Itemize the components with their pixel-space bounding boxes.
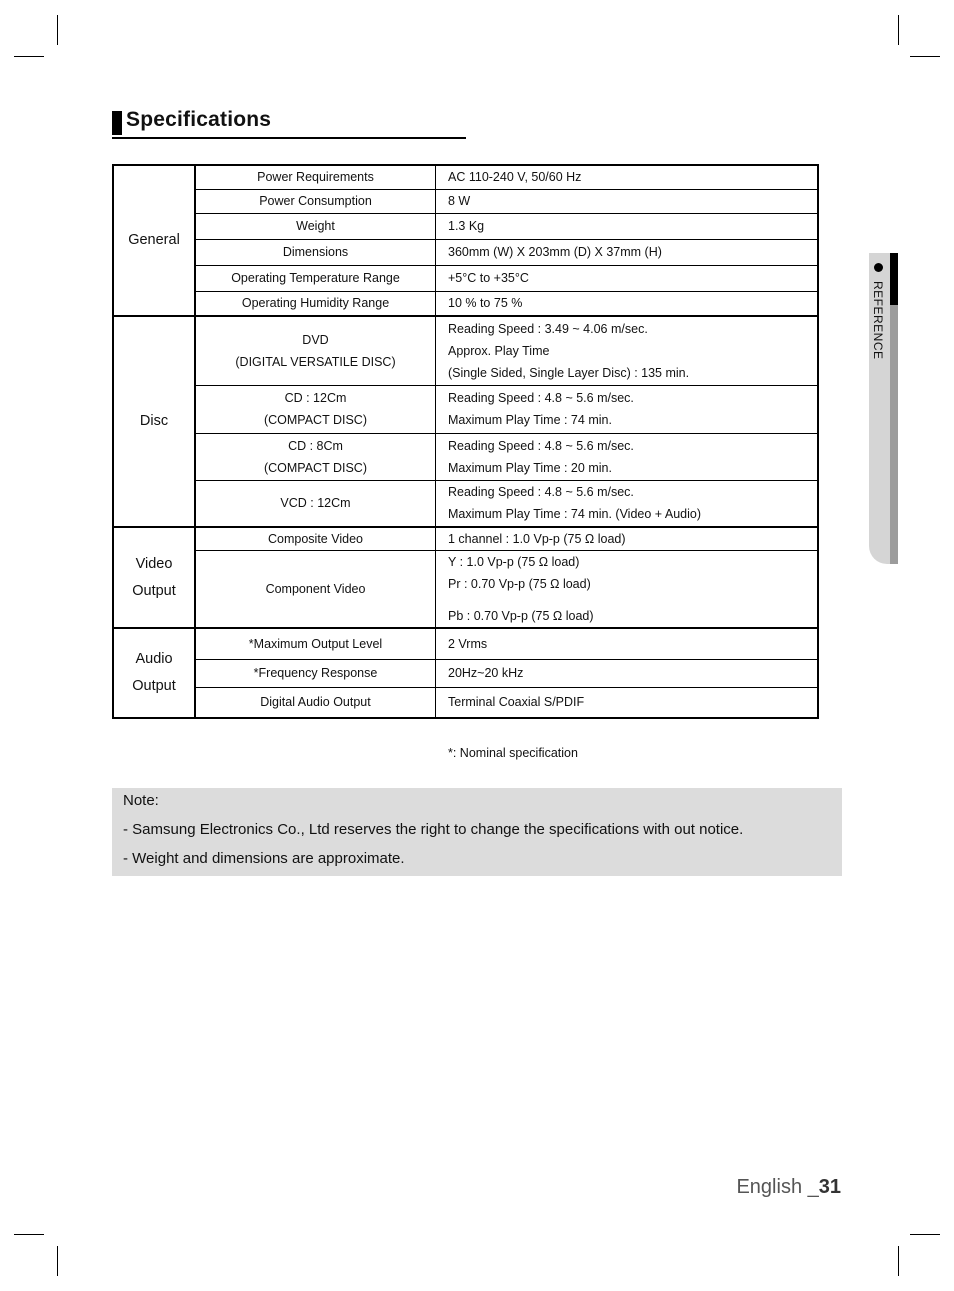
spec-item: Composite Video: [195, 527, 436, 551]
spec-value: +5°C to +35°C: [436, 265, 819, 291]
spec-item-line: VCD : 12Cm: [280, 496, 351, 511]
spec-item: [195, 316, 436, 385]
category-general: General: [113, 165, 195, 316]
spec-item: [195, 433, 436, 480]
crop-mark: [898, 15, 899, 45]
spec-value: [436, 480, 819, 527]
spec-item: Operating Temperature Range: [195, 265, 436, 291]
tab-label: REFERENCE: [871, 281, 885, 360]
spec-item: Power Requirements: [195, 165, 436, 189]
spec-value: 8 W: [436, 189, 819, 213]
spec-value: 1 channel : 1.0 Vp-p (75 Ω load): [436, 527, 819, 551]
spec-value: [436, 433, 819, 480]
spec-value: AC 110-240 V, 50/60 Hz: [436, 165, 819, 189]
spec-value-line: Maximum Play Time : 74 min. (Video + Audio): [448, 507, 701, 522]
spec-value: [436, 385, 819, 433]
note-line: - Weight and dimensions are approximate.: [123, 850, 405, 867]
note-heading: Note:: [123, 792, 159, 809]
spec-item: Operating Humidity Range: [195, 291, 436, 316]
note-box: [112, 788, 842, 876]
spec-item: [195, 385, 436, 433]
spec-value-line: Approx. Play Time: [448, 343, 550, 358]
page-title: Specifications: [126, 108, 272, 131]
category-video-output: [113, 527, 195, 628]
tab-bar: [890, 305, 898, 564]
spec-value: 360mm (W) X 203mm (D) X 37mm (H): [436, 239, 819, 265]
spec-item: [195, 480, 436, 527]
crop-mark: [57, 1246, 58, 1276]
crop-mark: [14, 1234, 44, 1235]
spec-value-line: Reading Speed : 4.8 ~ 5.6 m/sec.: [448, 485, 634, 500]
spec-item: *Frequency Response: [195, 659, 436, 687]
spec-value-line: Pb : 0.70 Vp-p (75 Ω load): [448, 609, 594, 623]
spec-value-line: Reading Speed : 4.8 ~ 5.6 m/sec.: [448, 438, 634, 453]
category-line: Output: [132, 582, 176, 599]
spec-item: Weight: [195, 213, 436, 239]
footer-page: 31: [818, 1176, 841, 1198]
crop-mark: [14, 56, 44, 57]
section-header: [112, 108, 466, 139]
spec-value: Terminal Coaxial S/PDIF: [436, 687, 819, 718]
category-line: Audio: [135, 651, 173, 667]
spec-value: 2 Vrms: [436, 628, 819, 659]
spec-item-line: CD : 12Cm: [284, 391, 347, 405]
category-line: Output: [132, 678, 176, 694]
spec-value-line: Maximum Play Time : 74 min.: [448, 413, 612, 427]
spec-value: 20Hz~20 kHz: [436, 659, 819, 687]
spec-value-line: Reading Speed : 4.8 ~ 5.6 m/sec.: [448, 391, 634, 405]
spec-item: Digital Audio Output: [195, 687, 436, 718]
category-audio-output: [113, 628, 195, 718]
spec-value: 1.3 Kg: [436, 213, 819, 239]
crop-mark: [898, 1246, 899, 1276]
crop-mark: [57, 15, 58, 45]
spec-item: Component Video: [195, 551, 436, 629]
spec-item-line: (DIGITAL VERSATILE DISC): [235, 354, 396, 369]
footer-language: English _: [736, 1176, 819, 1198]
specifications-table: [112, 164, 819, 719]
spec-item-line: CD : 8Cm: [288, 438, 343, 453]
spec-value-line: Maximum Play Time : 20 min.: [448, 460, 612, 475]
spec-value: [436, 316, 819, 385]
footnote: *: Nominal specification: [448, 746, 578, 760]
category-disc: Disc: [113, 316, 195, 527]
category-line: Video: [135, 555, 173, 572]
spec-item: Dimensions: [195, 239, 436, 265]
spec-item-line: (COMPACT DISC): [263, 413, 367, 427]
note-line: - Samsung Electronics Co., Ltd reserves the right to change the specifications with out notice.: [123, 821, 744, 838]
spec-item: *Maximum Output Level: [195, 628, 436, 659]
spec-value: 10 % to 75 %: [436, 291, 819, 316]
spec-value: [436, 551, 819, 629]
crop-mark: [910, 1234, 940, 1235]
spec-value-line: Reading Speed : 3.49 ~ 4.06 m/sec.: [448, 321, 648, 336]
spec-value-line: (Single Sided, Single Layer Disc) : 135 min.: [448, 365, 690, 380]
spec-item-line: DVD: [302, 332, 329, 347]
page-number: [736, 1176, 841, 1199]
crop-mark: [910, 56, 940, 57]
spec-item: Power Consumption: [195, 189, 436, 213]
tab-marker: [890, 253, 898, 305]
bullet-icon: [874, 263, 883, 272]
spec-item-line: (COMPACT DISC): [263, 460, 367, 475]
section-tab: [869, 253, 898, 564]
title-marker: [112, 111, 122, 135]
spec-value-line: Pr : 0.70 Vp-p (75 Ω load): [448, 577, 591, 591]
spec-value-line: Y : 1.0 Vp-p (75 Ω load): [448, 555, 580, 569]
